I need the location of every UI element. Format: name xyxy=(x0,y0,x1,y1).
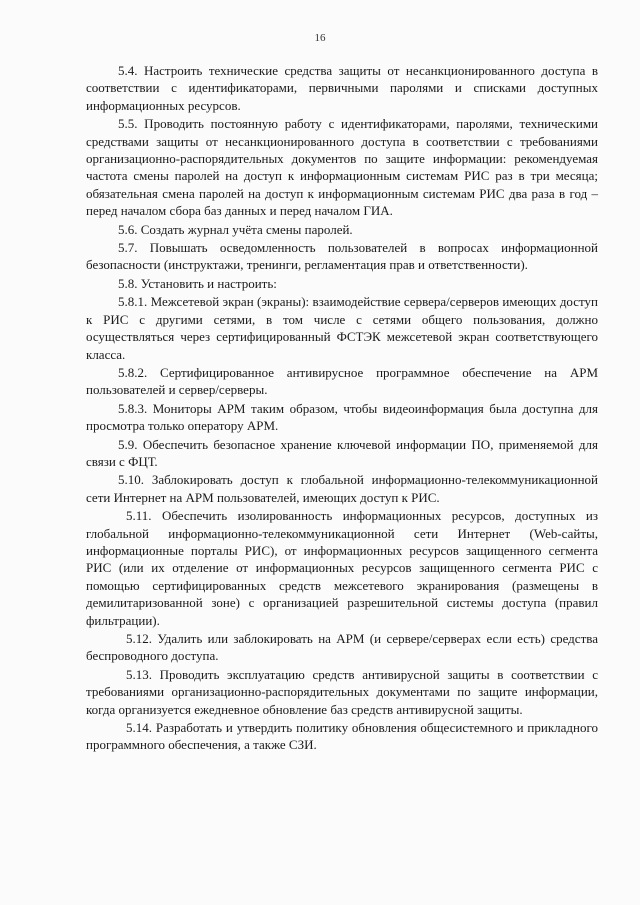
paragraph-5-8-1: 5.8.1. Межсетевой экран (экраны): взаимодействие сервера/серверов имеющих доступ к РИС с другими сетями, в том числе с сетями общего пользования, должно осуществляться через сертифицированный ФСТЭК межсетевой экран соответствующего класса. xyxy=(86,294,598,362)
paragraph-5-14: 5.14. Разработать и утвердить политику обновления общесистемного и прикладного программного обеспечения, а также СЗИ. xyxy=(86,720,598,753)
paragraph-5-5: 5.5. Проводить постоянную работу с идентификаторами, паролями, техническими средствами защиты от несанкционированного доступа в соответствии с требованиями организационно-распорядительных документов по защите информации: рекомендуемая частота смены паролей на доступ к информационным системам РИС раз в три месяца; обязательная смена паролей на доступ к информационным системам РИС два раза в год – перед началом сбора баз данных и перед началом ГИА. xyxy=(86,116,598,219)
paragraph-5-11: 5.11. Обеспечить изолированность информационных ресурсов, доступных из глобальной информационно-телекоммуникационной сети Интернет (Web-сайты, информационные порталы РИС), от информационных ресурсов защищенного сегмента РИС (или их отделение от информационных ресурсов защищенного сегмента РИС с помощью сертифицированных средств межсетевого экранирования (размещены в демилитаризованной зоне) с организацией разрешительной системы доступа (правил фильтрации). xyxy=(86,508,598,628)
paragraph-5-4: 5.4. Настроить технические средства защиты от несанкционированного доступа в соответствии с идентификаторами, первичными паролями и списками доступных информационных ресурсов. xyxy=(86,63,598,113)
paragraph-5-8-3: 5.8.3. Мониторы АРМ таким образом, чтобы видеоинформация была доступна для просмотра только оператору АРМ. xyxy=(86,400,598,434)
paragraph-5-9: 5.9. Обеспечить безопасное хранение ключевой информации ПО, применяемой для связи с ФЦТ. xyxy=(86,436,598,469)
paragraph-5-6: 5.6. Создать журнал учёта смены паролей. xyxy=(118,221,353,237)
paragraph-5-8: 5.8. Установить и настроить: xyxy=(118,275,277,291)
paragraph-5-7: 5.7. Повышать осведомленность пользователей в вопросах информационной безопасности (инструктажи, тренинги, регламентация прав и ответственности). xyxy=(86,240,598,273)
page-number: 16 xyxy=(314,32,326,44)
paragraph-5-12: 5.12. Удалить или заблокировать на АРМ (и сервере/серверах если есть) средства беспроводного доступа. xyxy=(86,631,598,664)
document-body xyxy=(86,62,598,754)
paragraph-5-8-2: 5.8.2. Сертифицированное антивирусное программное обеспечение на АРМ пользователей и сервер/серверы. xyxy=(86,364,598,398)
paragraph-5-13: 5.13. Проводить эксплуатацию средств антивирусной защиты в соответствии с требованиями организационно-распорядительных документами по защите информации, когда организуется ежедневное обновление баз средств антивирусной защиты. xyxy=(86,666,598,717)
paragraph-5-10: 5.10. Заблокировать доступ к глобальной информационно-телекоммуникационной сети Интернет на АРМ пользователей, имеющих доступ к РИС. xyxy=(86,472,598,505)
